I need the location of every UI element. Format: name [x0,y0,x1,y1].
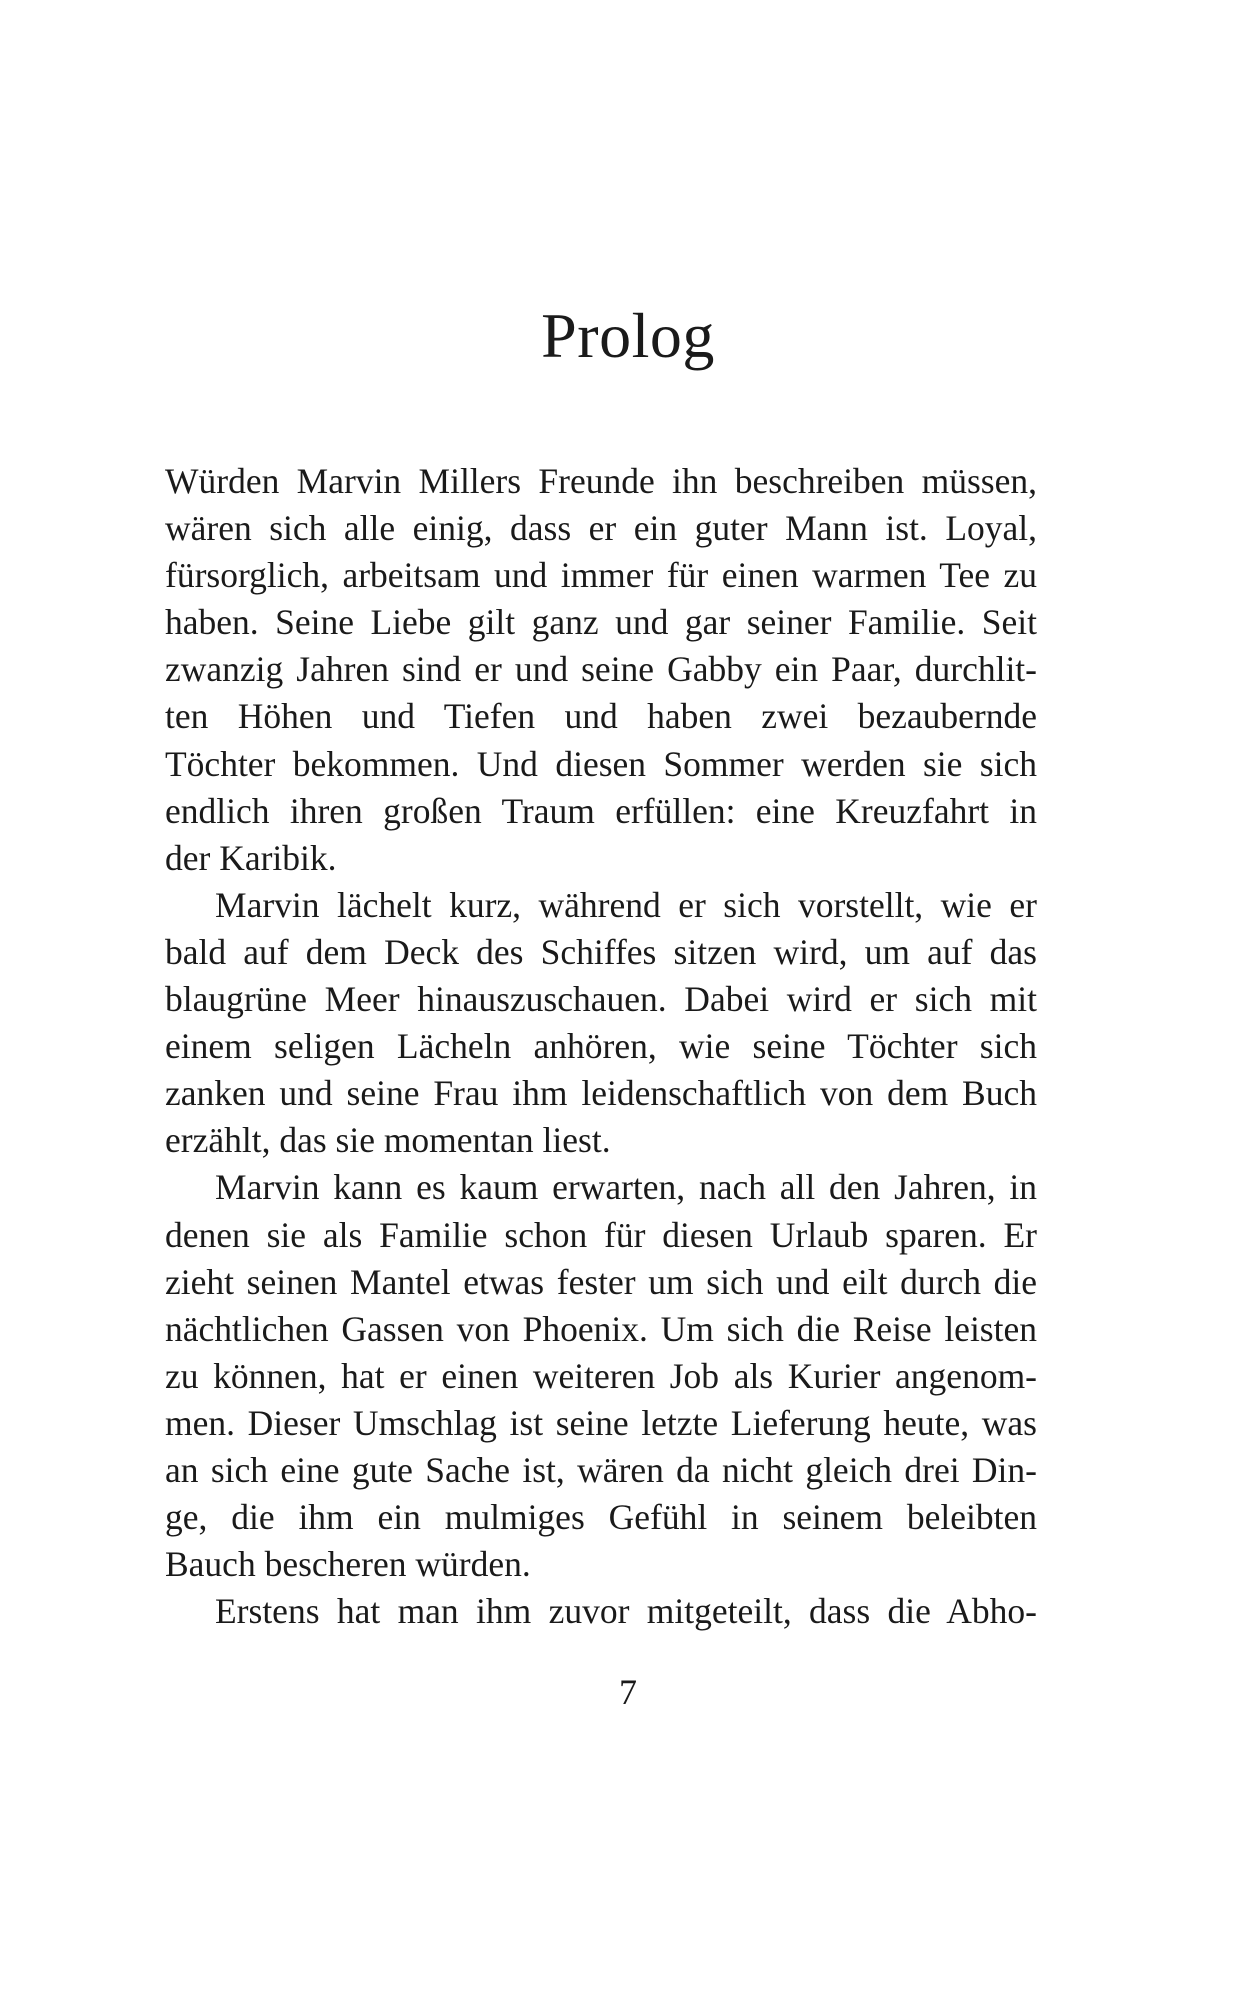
text-line: Würden Marvin Millers Freunde ihn beschreiben müssen, [165,461,1037,501]
text-line: zu können, hat er einen weiteren Job als Kurier angenom- [165,1355,1037,1396]
text-line: wären sich alle einig, dass er ein guter Mann ist. Loyal, [165,508,1037,549]
paragraph-3 [165,1164,1037,1588]
text-line: einem seligen Lächeln anhören, wie seine Töchter sich [165,1026,1037,1067]
text-line: zanken und seine Frau ihm leidenschaftlich von dem Buch [165,1073,1037,1114]
text-line: bald auf dem Deck des Schiffes sitzen wird, um auf das [165,931,1037,972]
text-line: an sich eine gute Sache ist, wären da nicht gleich drei Din- [165,1449,1037,1490]
text-line: denen sie als Familie schon für diesen Urlaub sparen. Er [165,1214,1037,1255]
chapter-body [165,458,1037,1635]
text-line: Bauch bescheren würden. [165,1544,531,1585]
text-line: zwanzig Jahren sind er und seine Gabby ein Paar, durchlit- [165,649,1037,690]
text-line: Töchter bekommen. Und diesen Sommer werden sie sich [165,743,1037,784]
page-number: 7 [619,1672,637,1712]
text-line: ge, die ihm ein mulmiges Gefühl in seinem beleibten [165,1497,1037,1538]
text-line: zieht seinen Mantel etwas fester um sich und eilt durch die [165,1261,1037,1302]
text-line: endlich ihren großen Traum erfüllen: eine Kreuzfahrt in [165,790,1037,831]
text-line: ten Höhen und Tiefen und haben zwei bezaubernde [165,696,1037,737]
text-line: erzählt, das sie momentan liest. [165,1120,611,1161]
text-line: men. Dieser Umschlag ist seine letzte Lieferung heute, was [165,1402,1037,1443]
text-line: der Karibik. [165,837,337,878]
paragraph-4 [165,1588,1037,1635]
text-line: Marvin kann es kaum erwarten, nach all den Jahren, in [215,1167,1037,1208]
text-line: blaugrüne Meer hinauszuschauen. Dabei wird er sich mit [165,979,1037,1020]
paragraph-1 [165,458,1037,882]
text-line: haben. Seine Liebe gilt ganz und gar seiner Familie. Seit [165,602,1037,643]
text-line: fürsorglich, arbeitsam und immer für einen warmen Tee zu [165,555,1037,596]
chapter-title: Prolog [541,300,715,371]
text-line: nächtlichen Gassen von Phoenix. Um sich die Reise leisten [165,1308,1037,1349]
text-line: Marvin lächelt kurz, während er sich vorstellt, wie er [215,884,1037,925]
text-line: Erstens hat man ihm zuvor mitgeteilt, dass die Abho- [215,1591,1037,1632]
paragraph-2 [165,882,1037,1165]
